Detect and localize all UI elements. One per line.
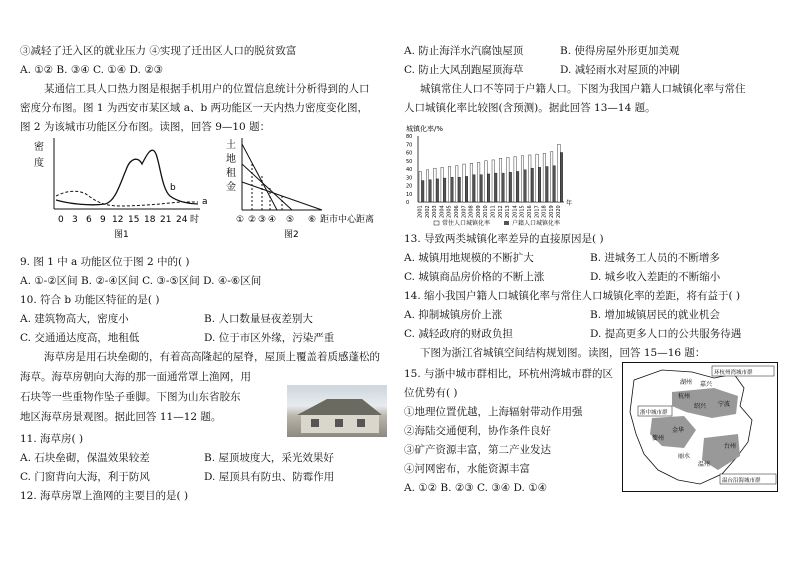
q13-option-d: D. 城乡收入差距的不断缩小 <box>590 271 721 283</box>
y-tick-label: 0 <box>406 200 410 206</box>
intro-11-12-line4: 地区海草房景观图。据此回答 11—12 题。 <box>20 411 222 423</box>
bar-registered <box>516 171 518 202</box>
bar-resident <box>507 157 509 202</box>
fig1-ylabel-2: 度 <box>34 158 44 169</box>
fig1-caption: 图1 <box>114 230 129 239</box>
bar-registered <box>429 180 431 202</box>
bar-resident <box>485 161 487 202</box>
legend1-label: 常住人口城镇化率 <box>442 220 491 227</box>
svg-text:⑥: ⑥ <box>308 215 317 225</box>
y-tick-label: 60 <box>406 150 413 157</box>
question-15-line2: 位优势有( ) <box>404 387 458 399</box>
chart-title: 城镇化率/% <box>406 125 444 133</box>
city-taizhou: 台州 <box>724 443 737 450</box>
svg-text:6: 6 <box>86 215 92 225</box>
legend2-swatch <box>504 221 509 225</box>
fig2-xlabel: 距市中心距离 <box>320 215 375 225</box>
chart-bars <box>419 144 563 202</box>
svg-text:金: 金 <box>226 182 236 193</box>
q15-option-4: ④河网密布，水能资源丰富 <box>404 463 530 475</box>
x-tick-label: 2002 <box>424 205 431 218</box>
bar-registered <box>443 178 445 202</box>
q12-option-a: A. 防止海洋水汽腐蚀屋顶 <box>404 45 524 57</box>
intro-13-14-line1: 城镇常住人口不等同于户籍人口。下图为我国户籍人口城镇化率与常住 <box>420 83 746 95</box>
q13-option-b: B. 进城务工人员的不断增多 <box>590 252 720 264</box>
q14-option-c: C. 减轻政府的财政负担 <box>404 328 513 340</box>
bar-resident <box>499 158 501 202</box>
svg-text:②: ② <box>248 215 257 225</box>
svg-text:0: 0 <box>58 215 64 225</box>
city-jiaxing: 嘉兴 <box>700 381 713 388</box>
q8-options: A. ①② B. ③④ C. ①④ D. ②③ <box>20 64 164 76</box>
bar-resident <box>419 171 421 202</box>
y-tick-label: 40 <box>406 167 413 173</box>
intro-11-12-line2: 海草。海草房朝向大海的那一面通常罩上渔网，用 <box>20 371 251 383</box>
q14-option-a: A. 抑制城镇房价上涨 <box>404 309 503 321</box>
legend2-label: 户籍人口城镇化率 <box>512 220 561 227</box>
seaweed-house-photo <box>287 385 387 437</box>
q14-option-b: B. 增加城镇居民的就业机会 <box>590 309 720 321</box>
bar-registered <box>538 167 540 202</box>
bar-resident <box>550 152 552 202</box>
svg-text:24: 24 <box>176 215 188 225</box>
x-tick-label: 2003 <box>432 205 439 218</box>
city-wenzhou: 温州 <box>698 461 711 468</box>
question-11: 11. 海草房( ) <box>20 433 84 445</box>
bar-registered <box>524 170 526 202</box>
intro-9-10-line3: 图 2 为该城市功能区分布图。读图，回答 9—10 题： <box>20 121 271 133</box>
y-tick-label: 50 <box>406 158 413 165</box>
x-tick-label: 2012 <box>497 205 504 218</box>
question-9-options: A. ①-②区间 B. ②-④区间 C. ③-⑤区间 D. ④-⑥区间 <box>20 275 262 287</box>
bar-registered <box>553 166 555 202</box>
svg-text:租: 租 <box>226 168 236 179</box>
q11-option-a: A. 石块垒砌，保温效果较差 <box>20 452 150 464</box>
city-jinhua: 金华 <box>672 427 685 434</box>
bar-registered <box>422 181 424 202</box>
fig1-ylabel-1: 密 <box>34 142 44 153</box>
question-9: 9. 图 1 中 a 功能区位于图 2 中的( ) <box>20 256 190 268</box>
figure-1-density-chart <box>30 134 215 239</box>
q12-option-b: B. 使得房屋外形更加美观 <box>560 45 680 57</box>
bar-registered <box>509 172 511 202</box>
figure-2-rent-chart <box>222 134 397 239</box>
city-ningbo: 宁波 <box>718 401 731 408</box>
bar-resident <box>426 170 428 202</box>
bar-resident <box>470 163 472 202</box>
svg-text:时: 时 <box>190 215 200 225</box>
q10-option-d: D. 位于市区外缘，污染严重 <box>204 332 335 344</box>
y-tick-label: 70 <box>406 142 413 149</box>
zhejiang-city-map <box>622 362 778 492</box>
question-14: 14. 缩小我国户籍人口城镇化率与常住人口城镇化率的差距，将有益于( ) <box>404 290 741 302</box>
intro-15-16: 下图为浙江省城镇空间结构规划图。读图，回答 15—16 题： <box>420 347 706 359</box>
bar-registered <box>458 177 460 202</box>
x-tick-label: 2017 <box>534 205 541 218</box>
q14-option-d: D. 提高更多人口的公共服务待遇 <box>590 328 742 340</box>
fig2-caption: 图2 <box>284 230 299 239</box>
bar-registered <box>451 177 453 202</box>
city-quzhou: 衢州 <box>652 435 665 442</box>
x-tick-label: 2016 <box>527 205 534 218</box>
svg-text:④: ④ <box>268 215 277 225</box>
intro-11-12-line3: 石块等一些重物作坠子垂脚。下图为山东省胶东 <box>20 391 241 403</box>
question-15-options: A. ①② B. ②③ C. ③④ D. ①④ <box>404 482 548 494</box>
bar-registered <box>502 173 504 202</box>
bar-resident <box>558 144 560 202</box>
x-tick-label: 2004 <box>439 205 446 218</box>
city-lishui: 丽水 <box>678 453 691 460</box>
bar-resident <box>543 153 545 202</box>
svg-text:土: 土 <box>226 140 236 151</box>
x-tick-label: 2010 <box>483 205 490 218</box>
bar-registered <box>465 176 467 202</box>
svg-text:18: 18 <box>144 215 156 225</box>
svg-text:⑤: ⑤ <box>286 215 295 225</box>
q13-option-a: A. 城镇用地规模的不断扩大 <box>404 252 534 264</box>
y-tick-label: 20 <box>406 183 413 190</box>
bar-resident <box>463 164 465 202</box>
urbanization-bar-chart <box>404 122 584 228</box>
svg-text:地: 地 <box>226 154 236 165</box>
intro-13-14-line2: 人口城镇化率比较图(含预测)。据此回答 13—14 题。 <box>404 102 656 114</box>
box-coastal: 温台沿海城市群 <box>722 478 761 484</box>
intro-9-10-line2: 密度分布图。图 1 为西安市某区域 a、b 两功能区一天内热力密度变化图， <box>20 102 369 114</box>
q10-option-a: A. 建筑物高大，密度小 <box>20 313 129 325</box>
legend1-swatch <box>434 221 439 225</box>
x-tick-label: 2015 <box>519 205 526 218</box>
bar-registered <box>436 179 438 202</box>
bar-resident <box>477 162 479 202</box>
q12-option-d: D. 减轻雨水对屋顶的冲刷 <box>560 64 680 76</box>
bar-resident <box>529 155 531 202</box>
q11-option-d: D. 屋顶具有防虫、防霉作用 <box>204 471 335 483</box>
intro-11-12-line1: 海草房是用石块垒砌的，有着高高隆起的屋脊，屋顶上覆盖着质感蓬松的 <box>44 351 380 363</box>
x-tick-label: 2001 <box>417 205 424 218</box>
q13-option-c: C. 城镇商品房价格的不断上涨 <box>404 271 545 283</box>
q11-option-c: C. 门窗背向大海，利于防风 <box>20 471 150 483</box>
bar-registered <box>531 168 533 202</box>
svg-text:9: 9 <box>100 215 106 225</box>
bar-resident <box>434 168 436 202</box>
question-15-line1: 15. 与浙中城市群相比，环杭州湾城市群的区 <box>404 368 614 380</box>
fig2-zone-labels <box>236 215 316 225</box>
bar-registered <box>487 174 489 202</box>
x-tick-label: 2011 <box>490 205 497 218</box>
x-tick-label: 2009 <box>475 205 482 218</box>
x-tick-label: 2020 <box>556 205 563 218</box>
question-10: 10. 符合 b 功能区特征的是( ) <box>20 294 160 306</box>
bar-resident <box>514 157 516 202</box>
intro-9-10-line1: 某通信工具人口热力图是根据手机用户的位置信息统计分析得到的人口 <box>44 83 370 95</box>
q11-option-b: B. 屋顶坡度大，采光效果好 <box>204 452 334 464</box>
x-tick-label: 2013 <box>505 205 512 218</box>
bar-resident <box>492 160 494 202</box>
svg-text:①: ① <box>236 215 245 225</box>
x-tick-label: 2006 <box>454 205 461 218</box>
fig1-curve-b <box>56 150 198 205</box>
bar-registered <box>560 153 562 203</box>
q15-option-2: ②海陆交通便利，协作条件良好 <box>404 425 551 437</box>
fig1-label-b: b <box>170 183 176 193</box>
bar-registered <box>495 173 497 202</box>
svg-text:15: 15 <box>128 215 140 225</box>
city-shaoxing: 绍兴 <box>694 403 707 410</box>
bar-registered <box>546 167 548 202</box>
svg-text:③: ③ <box>258 215 267 225</box>
bar-resident <box>441 167 443 202</box>
x-tick-label: 2005 <box>446 205 453 218</box>
y-tick-label: 80 <box>406 134 413 140</box>
q8-option-text: ③减轻了迁入区的就业压力 ④实现了迁出区人口的脱贫致富 <box>20 45 297 57</box>
question-12: 12. 海草房罩上渔网的主要目的是( ) <box>20 490 189 502</box>
x-tick-label: 2014 <box>512 205 519 218</box>
q12-option-c: C. 防止大风刮跑屋顶海草 <box>404 64 524 76</box>
x-tick-label: 2007 <box>461 205 468 218</box>
bar-resident <box>448 167 450 202</box>
y-tick-label: 30 <box>406 175 413 182</box>
chart-x-unit: 年 <box>566 200 573 207</box>
city-hangzhou: 杭州 <box>678 393 691 400</box>
q10-option-c: C. 交通通达度高，地租低 <box>20 332 140 344</box>
box-hangzhou-bay: 环杭州湾城市群 <box>714 370 753 376</box>
box-central: 浙中城市群 <box>640 410 668 416</box>
chart-y-ticks <box>406 134 412 206</box>
bar-resident <box>456 166 458 202</box>
bar-resident <box>521 156 523 202</box>
svg-text:21: 21 <box>160 215 172 225</box>
city-huzhou: 湖州 <box>680 379 693 386</box>
svg-text:12: 12 <box>112 215 124 225</box>
y-tick-label: 10 <box>406 191 413 198</box>
svg-text:3: 3 <box>72 215 78 225</box>
x-tick-label: 2019 <box>548 205 555 218</box>
q10-option-b: B. 人口数量昼夜差别大 <box>204 313 313 325</box>
q15-option-1: ①地理位置优越，上海辐射带动作用强 <box>404 406 583 418</box>
bar-resident <box>536 154 538 202</box>
bar-registered <box>473 175 475 202</box>
fig1-label-a: a <box>202 197 208 207</box>
chart-x-ticks <box>418 205 563 218</box>
x-tick-label: 2018 <box>541 205 548 218</box>
fig1-x-ticks <box>58 213 199 225</box>
bar-registered <box>480 175 482 202</box>
question-13: 13. 导致两类城镇化率差异的直接原因是( ) <box>404 233 604 245</box>
x-tick-label: 2008 <box>468 205 475 218</box>
q15-option-3: ③矿产资源丰富，第二产业发达 <box>404 444 551 456</box>
